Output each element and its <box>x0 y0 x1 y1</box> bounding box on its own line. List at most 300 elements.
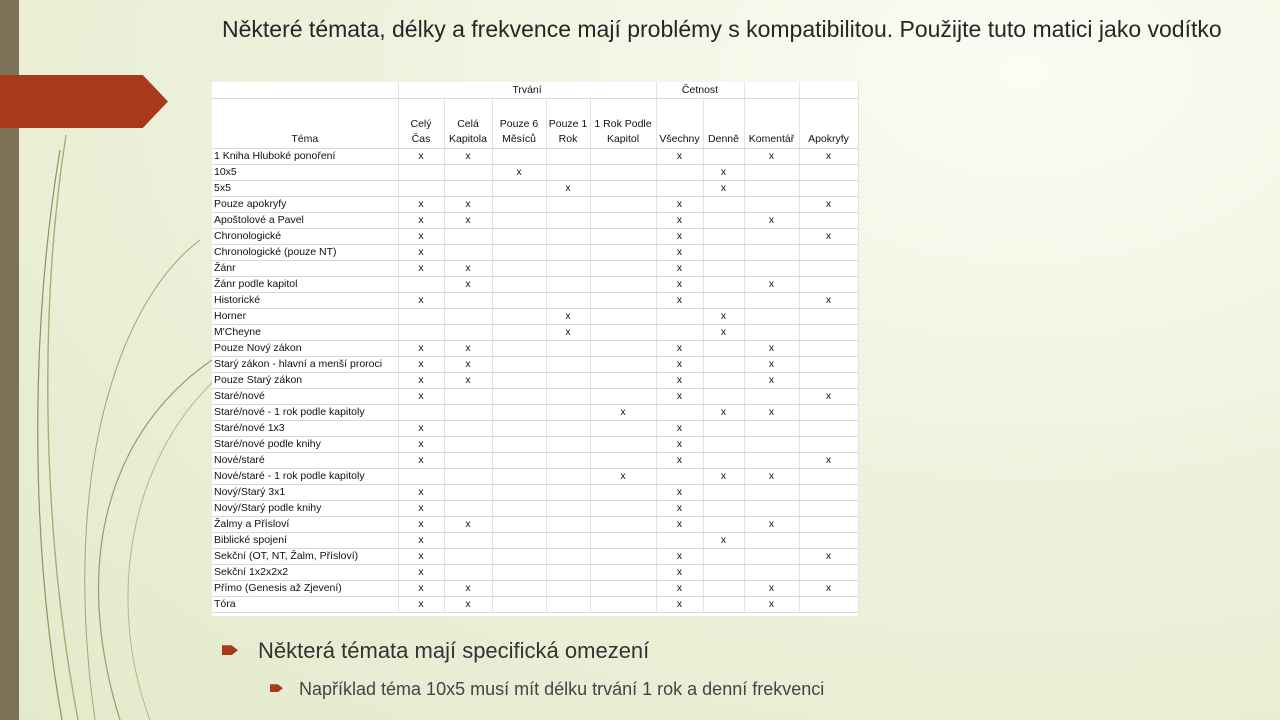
mark-cell <box>799 597 858 613</box>
mark-cell: x <box>703 181 744 197</box>
table-row <box>212 405 858 421</box>
mark-cell <box>444 165 492 181</box>
mark-cell <box>590 229 656 245</box>
table-row <box>212 549 858 565</box>
mark-cell <box>546 565 590 581</box>
mark-cell <box>546 341 590 357</box>
mark-cell <box>492 309 546 325</box>
table-row <box>212 357 858 373</box>
table-row <box>212 261 858 277</box>
mark-cell: x <box>398 245 444 261</box>
mark-cell <box>744 533 799 549</box>
mark-cell <box>590 181 656 197</box>
accent-arrow-shape <box>0 75 168 128</box>
mark-cell <box>546 437 590 453</box>
mark-cell <box>799 421 858 437</box>
mark-cell: x <box>398 437 444 453</box>
mark-cell <box>656 165 703 181</box>
mark-cell <box>546 517 590 533</box>
column-header: Všechny <box>656 99 703 149</box>
mark-cell <box>656 533 703 549</box>
mark-cell <box>546 245 590 261</box>
mark-cell <box>444 309 492 325</box>
mark-cell <box>799 341 858 357</box>
mark-cell <box>799 181 858 197</box>
mark-cell <box>546 421 590 437</box>
topic-cell: Nové/staré - 1 rok podle kapitoly <box>212 469 398 485</box>
mark-cell <box>492 485 546 501</box>
mark-cell <box>590 437 656 453</box>
topic-cell: Žánr podle kapitol <box>212 277 398 293</box>
mark-cell: x <box>744 373 799 389</box>
mark-cell <box>398 309 444 325</box>
mark-cell: x <box>398 293 444 309</box>
mark-cell: x <box>656 213 703 229</box>
bullet-arrow-icon <box>270 684 283 692</box>
topic-cell: Pouze Starý zákon <box>212 373 398 389</box>
mark-cell <box>444 469 492 485</box>
table-row <box>212 229 858 245</box>
mark-cell <box>590 357 656 373</box>
mark-cell: x <box>398 485 444 501</box>
mark-cell: x <box>398 373 444 389</box>
mark-cell <box>444 325 492 341</box>
mark-cell <box>590 309 656 325</box>
bullet-level2-text: Například téma 10x5 musí mít délku trvání 1 rok a denní frekvenci <box>299 679 825 699</box>
mark-cell <box>799 277 858 293</box>
mark-cell: x <box>398 581 444 597</box>
mark-cell <box>703 229 744 245</box>
table-row <box>212 165 858 181</box>
mark-cell: x <box>398 149 444 165</box>
mark-cell: x <box>444 213 492 229</box>
mark-cell <box>703 565 744 581</box>
mark-cell <box>799 517 858 533</box>
mark-cell: x <box>799 197 858 213</box>
mark-cell: x <box>656 341 703 357</box>
mark-cell: x <box>444 341 492 357</box>
mark-cell <box>492 245 546 261</box>
mark-cell: x <box>744 517 799 533</box>
mark-cell: x <box>546 181 590 197</box>
group-header-frequency: Četnost <box>656 82 744 99</box>
mark-cell <box>546 581 590 597</box>
mark-cell <box>590 165 656 181</box>
topic-cell: Žánr <box>212 261 398 277</box>
mark-cell <box>492 405 546 421</box>
mark-cell <box>703 389 744 405</box>
mark-cell <box>492 453 546 469</box>
mark-cell <box>799 213 858 229</box>
mark-cell <box>546 533 590 549</box>
mark-cell <box>656 325 703 341</box>
mark-cell <box>546 501 590 517</box>
mark-cell <box>744 421 799 437</box>
mark-cell: x <box>799 229 858 245</box>
mark-cell <box>744 501 799 517</box>
mark-cell: x <box>744 469 799 485</box>
mark-cell: x <box>703 469 744 485</box>
mark-cell <box>744 197 799 213</box>
table-row <box>212 149 858 165</box>
mark-cell: x <box>656 373 703 389</box>
mark-cell <box>799 261 858 277</box>
mark-cell: x <box>492 165 546 181</box>
mark-cell <box>799 485 858 501</box>
mark-cell <box>444 549 492 565</box>
mark-cell: x <box>656 485 703 501</box>
mark-cell <box>492 581 546 597</box>
mark-cell <box>703 581 744 597</box>
topic-cell: Chronologické <box>212 229 398 245</box>
bullet-level1 <box>222 636 1122 666</box>
mark-cell <box>590 213 656 229</box>
topic-cell: Nový/Starý podle knihy <box>212 501 398 517</box>
mark-cell: x <box>656 421 703 437</box>
mark-cell <box>492 341 546 357</box>
mark-cell <box>703 197 744 213</box>
mark-cell <box>744 565 799 581</box>
mark-cell: x <box>744 213 799 229</box>
column-header: Celá Kapitola <box>444 99 492 149</box>
mark-cell: x <box>744 277 799 293</box>
mark-cell <box>590 261 656 277</box>
mark-cell: x <box>398 341 444 357</box>
topic-cell: M'Cheyne <box>212 325 398 341</box>
mark-cell <box>590 277 656 293</box>
topic-cell: Nový/Starý 3x1 <box>212 485 398 501</box>
mark-cell <box>744 229 799 245</box>
mark-cell <box>656 309 703 325</box>
mark-cell: x <box>444 277 492 293</box>
topic-cell: Apoštolové a Pavel <box>212 213 398 229</box>
mark-cell: x <box>703 165 744 181</box>
mark-cell: x <box>398 549 444 565</box>
mark-cell: x <box>398 501 444 517</box>
mark-cell <box>444 485 492 501</box>
table-row <box>212 341 858 357</box>
mark-cell: x <box>546 309 590 325</box>
mark-cell <box>546 197 590 213</box>
mark-cell <box>546 549 590 565</box>
topic-cell: Staré/nové podle knihy <box>212 437 398 453</box>
topic-cell: Staré/nové - 1 rok podle kapitoly <box>212 405 398 421</box>
table-row <box>212 453 858 469</box>
mark-cell: x <box>744 405 799 421</box>
mark-cell <box>744 309 799 325</box>
table-row <box>212 293 858 309</box>
mark-cell: x <box>444 581 492 597</box>
mark-cell <box>656 181 703 197</box>
mark-cell: x <box>703 325 744 341</box>
mark-cell <box>546 357 590 373</box>
mark-cell: x <box>444 373 492 389</box>
mark-cell: x <box>744 597 799 613</box>
mark-cell <box>590 549 656 565</box>
mark-cell <box>492 197 546 213</box>
mark-cell <box>703 341 744 357</box>
mark-cell <box>546 165 590 181</box>
mark-cell <box>590 325 656 341</box>
mark-cell <box>703 261 744 277</box>
mark-cell <box>444 437 492 453</box>
topic-cell: Starý zákon - hlavní a menší proroci <box>212 357 398 373</box>
mark-cell <box>703 277 744 293</box>
mark-cell: x <box>398 533 444 549</box>
mark-cell <box>492 325 546 341</box>
mark-cell <box>546 485 590 501</box>
mark-cell: x <box>799 293 858 309</box>
mark-cell <box>546 277 590 293</box>
topic-cell: 5x5 <box>212 181 398 197</box>
mark-cell <box>799 405 858 421</box>
table-row <box>212 373 858 389</box>
mark-cell <box>398 181 444 197</box>
mark-cell: x <box>656 597 703 613</box>
mark-cell <box>492 357 546 373</box>
topic-cell: Tóra <box>212 597 398 613</box>
topic-cell: 10x5 <box>212 165 398 181</box>
mark-cell: x <box>799 389 858 405</box>
mark-cell <box>744 261 799 277</box>
topic-cell: 1 Kniha Hluboké ponoření <box>212 149 398 165</box>
mark-cell <box>546 453 590 469</box>
mark-cell <box>444 181 492 197</box>
mark-cell <box>703 597 744 613</box>
column-header: Komentář <box>744 99 799 149</box>
mark-cell <box>444 453 492 469</box>
mark-cell <box>546 373 590 389</box>
mark-cell: x <box>656 437 703 453</box>
mark-cell <box>590 485 656 501</box>
mark-cell <box>492 229 546 245</box>
table-row <box>212 437 858 453</box>
mark-cell: x <box>744 149 799 165</box>
table-row <box>212 501 858 517</box>
table-row <box>212 277 858 293</box>
mark-cell: x <box>444 597 492 613</box>
mark-cell <box>744 293 799 309</box>
mark-cell <box>744 453 799 469</box>
mark-cell <box>590 245 656 261</box>
mark-cell <box>398 165 444 181</box>
mark-cell: x <box>398 213 444 229</box>
mark-cell <box>444 245 492 261</box>
mark-cell <box>398 405 444 421</box>
mark-cell <box>492 597 546 613</box>
mark-cell <box>799 469 858 485</box>
table-row <box>212 197 858 213</box>
mark-cell: x <box>656 517 703 533</box>
mark-cell <box>703 517 744 533</box>
mark-cell: x <box>799 581 858 597</box>
mark-cell: x <box>656 149 703 165</box>
column-header: Pouze 6 Měsíců <box>492 99 546 149</box>
mark-cell: x <box>656 581 703 597</box>
mark-cell <box>703 149 744 165</box>
mark-cell <box>703 549 744 565</box>
topic-cell: Sekční (OT, NT, Žalm, Přísloví) <box>212 549 398 565</box>
mark-cell <box>590 389 656 405</box>
mark-cell <box>492 565 546 581</box>
mark-cell <box>744 549 799 565</box>
mark-cell <box>546 213 590 229</box>
bullet-arrow-icon <box>222 645 238 655</box>
mark-cell: x <box>799 453 858 469</box>
group-header-duration: Trvání <box>398 82 656 99</box>
mark-cell <box>744 325 799 341</box>
mark-cell <box>703 293 744 309</box>
mark-cell <box>492 181 546 197</box>
mark-cell <box>744 437 799 453</box>
table-row <box>212 421 858 437</box>
mark-cell <box>590 149 656 165</box>
mark-cell: x <box>703 533 744 549</box>
mark-cell <box>492 149 546 165</box>
matrix-table <box>212 82 859 613</box>
mark-cell: x <box>398 261 444 277</box>
mark-cell <box>744 245 799 261</box>
topic-cell: Chronologické (pouze NT) <box>212 245 398 261</box>
topic-cell: Sekční 1x2x2x2 <box>212 565 398 581</box>
mark-cell <box>492 501 546 517</box>
mark-cell: x <box>398 421 444 437</box>
table-row <box>212 469 858 485</box>
bullet-level2 <box>270 676 1070 702</box>
mark-cell <box>546 389 590 405</box>
mark-cell <box>590 501 656 517</box>
mark-cell: x <box>398 517 444 533</box>
mark-cell <box>703 421 744 437</box>
mark-cell: x <box>744 357 799 373</box>
column-header: Denně <box>703 99 744 149</box>
mark-cell <box>546 597 590 613</box>
mark-cell <box>744 389 799 405</box>
mark-cell <box>444 229 492 245</box>
mark-cell <box>590 421 656 437</box>
mark-cell <box>744 485 799 501</box>
mark-cell <box>590 453 656 469</box>
mark-cell: x <box>398 389 444 405</box>
compatibility-matrix <box>212 82 858 616</box>
topic-cell: Biblické spojení <box>212 533 398 549</box>
mark-cell: x <box>703 309 744 325</box>
mark-cell: x <box>398 453 444 469</box>
mark-cell <box>492 517 546 533</box>
topic-cell: Historické <box>212 293 398 309</box>
mark-cell: x <box>590 405 656 421</box>
mark-cell <box>799 437 858 453</box>
table-row <box>212 517 858 533</box>
mark-cell <box>799 245 858 261</box>
mark-cell: x <box>656 277 703 293</box>
mark-cell <box>492 437 546 453</box>
mark-cell <box>590 197 656 213</box>
mark-cell <box>799 325 858 341</box>
mark-cell <box>398 277 444 293</box>
mark-cell <box>590 533 656 549</box>
mark-cell <box>656 405 703 421</box>
mark-cell: x <box>444 261 492 277</box>
topic-cell: Přímo (Genesis až Zjevení) <box>212 581 398 597</box>
mark-cell: x <box>744 341 799 357</box>
mark-cell <box>546 149 590 165</box>
mark-cell <box>703 501 744 517</box>
mark-cell: x <box>444 357 492 373</box>
mark-cell <box>546 469 590 485</box>
column-header: Pouze 1 Rok <box>546 99 590 149</box>
mark-cell <box>492 533 546 549</box>
mark-cell <box>546 261 590 277</box>
matrix-body <box>212 149 858 613</box>
mark-cell <box>590 597 656 613</box>
mark-cell <box>703 357 744 373</box>
column-header: Celý Čas <box>398 99 444 149</box>
mark-cell: x <box>398 229 444 245</box>
mark-cell: x <box>799 149 858 165</box>
mark-cell: x <box>656 357 703 373</box>
mark-cell: x <box>744 581 799 597</box>
mark-cell: x <box>656 245 703 261</box>
mark-cell: x <box>656 549 703 565</box>
table-row <box>212 581 858 597</box>
mark-cell: x <box>656 261 703 277</box>
group-header-row <box>212 82 858 99</box>
mark-cell: x <box>398 597 444 613</box>
column-header: 1 Rok Podle Kapitol <box>590 99 656 149</box>
mark-cell <box>492 469 546 485</box>
mark-cell: x <box>656 293 703 309</box>
mark-cell <box>492 213 546 229</box>
mark-cell <box>444 293 492 309</box>
mark-cell: x <box>444 149 492 165</box>
mark-cell <box>444 405 492 421</box>
topic-cell: Pouze Nový zákon <box>212 341 398 357</box>
mark-cell <box>799 357 858 373</box>
mark-cell <box>799 309 858 325</box>
slide-title: Některé témata, délky a frekvence mají problémy s kompatibilitou. Použijte tuto matici jako vodítko <box>222 16 1222 42</box>
mark-cell: x <box>546 325 590 341</box>
mark-cell: x <box>656 229 703 245</box>
mark-cell <box>492 261 546 277</box>
mark-cell <box>744 165 799 181</box>
mark-cell <box>703 437 744 453</box>
mark-cell: x <box>444 197 492 213</box>
mark-cell <box>444 565 492 581</box>
mark-cell <box>444 501 492 517</box>
table-row <box>212 245 858 261</box>
mark-cell <box>590 373 656 389</box>
mark-cell: x <box>398 197 444 213</box>
mark-cell <box>546 293 590 309</box>
topic-cell: Nové/staré <box>212 453 398 469</box>
column-header-topic: Téma <box>212 99 398 149</box>
mark-cell <box>444 421 492 437</box>
mark-cell <box>703 213 744 229</box>
mark-cell <box>492 293 546 309</box>
topic-cell: Staré/nové <box>212 389 398 405</box>
table-row <box>212 485 858 501</box>
mark-cell <box>799 165 858 181</box>
mark-cell <box>703 245 744 261</box>
mark-cell <box>703 485 744 501</box>
table-row <box>212 213 858 229</box>
mark-cell: x <box>590 469 656 485</box>
table-row <box>212 389 858 405</box>
mark-cell <box>492 421 546 437</box>
mark-cell <box>799 373 858 389</box>
mark-cell <box>590 341 656 357</box>
